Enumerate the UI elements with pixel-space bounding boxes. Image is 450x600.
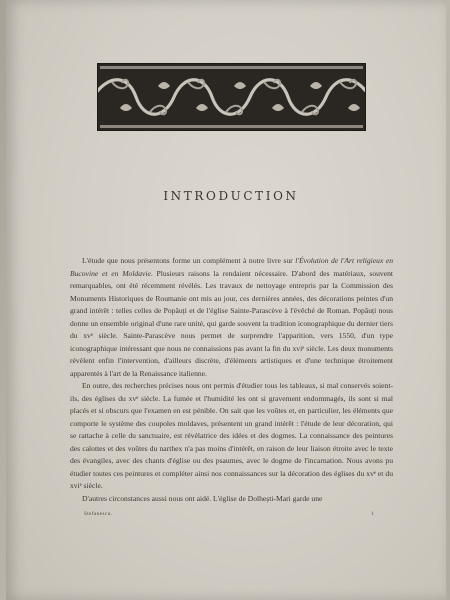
italic-book-title: l'Évolution de l'Art religieux en Bucovine et en Moldavie — [70, 256, 393, 278]
page-footer — [84, 512, 384, 522]
paragraph — [70, 255, 393, 380]
text-run: D'autres circonstances aussi nous ont aidé. L'église de Dolhești-Mari garde une — [82, 493, 323, 503]
paragraph — [70, 380, 393, 493]
footer-signature: Stefanescu. — [84, 512, 113, 517]
footer-page-number: 1 — [371, 512, 374, 517]
ornamental-frieze — [97, 63, 366, 131]
scroll-ornament — [98, 64, 365, 130]
text-run: L'étude que nous présentons forme un complément à notre livre sur — [82, 256, 296, 265]
page-title: INTRODUCTION — [163, 189, 299, 203]
book-page — [6, 0, 446, 600]
paragraph — [70, 493, 393, 506]
body-text — [70, 255, 393, 505]
text-run: En outre, des recherches précises nous ont permis d'étudier tous les tableaux, si mal conservés soient-ils, des églises du xvᵉ siècle. La fumée et l'humidité les ont si gravement endommagés, ils sont si mal placés et si obscurs que l'examen en est pénible. On sait que les voûtes et, en particulier, les éléments que comporte le système des coupoles moldaves, présentent un grand intérêt : l'étude de leur décoration, qui se rattache à celle du sanctuaire, est révélatrice des idées et des dogmes. La connaissance des peintures des calottes et des voûtes du narthex n'a pas moins d'intérêt, en raison de leur liaison étroite avec le texte des évangiles, avec des chants d'église ou des psaumes, avec le dogme de l'incarnation. Nous avons pu étudier toutes ces peintures et compléter ainsi nos connaissances sur la décoration des églises du xvᵉ et du xviᵉ siècle. — [70, 381, 393, 490]
text-run: . Plusieurs raisons la rendaient nécessaire. D'abord des matériaux, souvent remarquables, ont été récemment révélés. Les travaux de nettoyage entrepris par la Commission des Monuments Historiques de Roumanie ont mis au jour, ces dernières années, des décorations peintes d'un grand intérêt : telles celles de Popăuți et de l'église Sainte-Parascève à l'évêché de Roman. Popăuți nous donne un ensemble original d'une rare unité, qui garde souvent la tradition iconographique du dernier tiers du xvᵉ siècle. Sainte-Parascève nous permet de surprendre l'apparition, vers 1550, d'un type iconographique intéressant que nous ne connaissions pas avant la fin du xviᵉ siècle. Les deux monuments révèlent enfin l'intervention, d'ailleurs discrète, d'éléments artistiques et d'une technique étroitement apparentés à l'art de la Renaissance italienne. — [70, 268, 393, 378]
